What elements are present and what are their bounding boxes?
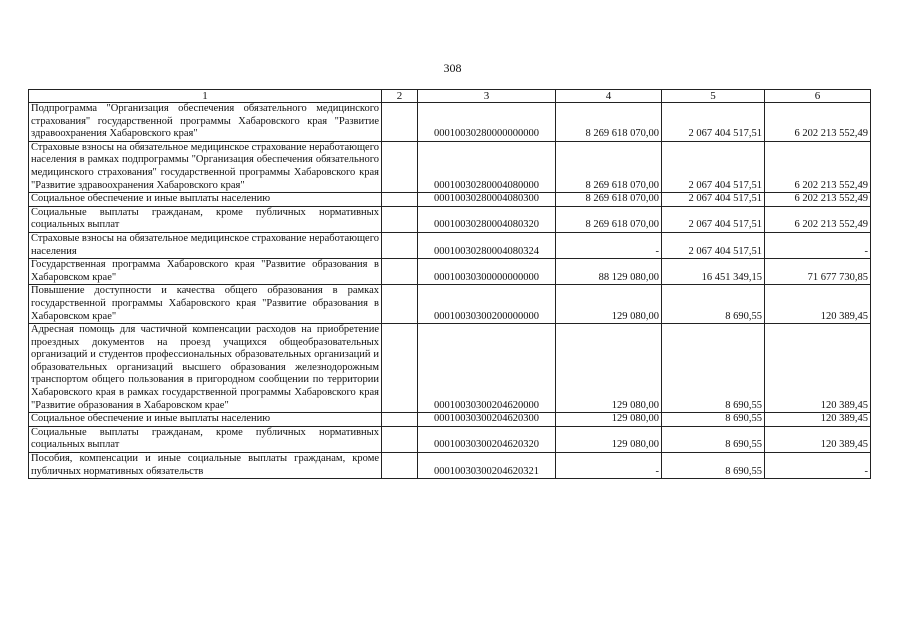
row-name: Государственная программа Хабаровского края "Развитие образования в Хабаровском крае" <box>29 259 382 285</box>
row-value-5: 8 690,55 <box>662 413 765 427</box>
table-row <box>29 426 871 452</box>
row-code: 00010030280004080300 <box>418 193 556 207</box>
row-name: Страховые взносы на обязательное медицинское страхование неработающего населения в рамках подпрограммы "Организация обеспечения обязательного медицинского страхования" государственной программы Хабаровского края "Развитие здравоохранения Хабаровского края" <box>29 141 382 192</box>
row-value-4: 8 269 618 070,00 <box>556 103 662 142</box>
column-header-3: 3 <box>418 90 556 103</box>
row-name: Социальные выплаты гражданам, кроме публичных нормативных социальных выплат <box>29 206 382 232</box>
row-value-4: 129 080,00 <box>556 324 662 413</box>
row-name: Социальное обеспечение и иные выплаты населению <box>29 193 382 207</box>
row-value-4: - <box>556 232 662 258</box>
column-header-1: 1 <box>29 90 382 103</box>
row-value-6: - <box>765 232 871 258</box>
table-row <box>29 103 871 142</box>
column-header-5: 5 <box>662 90 765 103</box>
row-value-6: 6 202 213 552,49 <box>765 103 871 142</box>
row-col2 <box>382 206 418 232</box>
row-value-4: 129 080,00 <box>556 285 662 324</box>
row-value-6: 71 677 730,85 <box>765 259 871 285</box>
row-name: Социальное обеспечение и иные выплаты населению <box>29 413 382 427</box>
row-col2 <box>382 426 418 452</box>
row-code: 00010030300000000000 <box>418 259 556 285</box>
row-value-6: 120 389,45 <box>765 324 871 413</box>
row-code: 00010030280004080320 <box>418 206 556 232</box>
row-code: 00010030280000000000 <box>418 103 556 142</box>
table-row <box>29 413 871 427</box>
row-code: 00010030300200000000 <box>418 285 556 324</box>
row-value-4: 8 269 618 070,00 <box>556 193 662 207</box>
row-value-5: 8 690,55 <box>662 426 765 452</box>
row-code: 00010030300204620300 <box>418 413 556 427</box>
row-value-6: 120 389,45 <box>765 426 871 452</box>
row-code: 00010030300204620320 <box>418 426 556 452</box>
row-col2 <box>382 285 418 324</box>
column-header-6: 6 <box>765 90 871 103</box>
row-value-5: 2 067 404 517,51 <box>662 103 765 142</box>
row-value-4: 88 129 080,00 <box>556 259 662 285</box>
table-row <box>29 453 871 479</box>
row-name: Подпрограмма "Организация обеспечения обязательного медицинского страхования" государственной программы Хабаровского края "Развитие здравоохранения Хабаровского края" <box>29 103 382 142</box>
row-code: 00010030280004080000 <box>418 141 556 192</box>
page-number: 308 <box>443 61 462 75</box>
table-row <box>29 206 871 232</box>
table-row <box>29 324 871 413</box>
row-value-5: 8 690,55 <box>662 324 765 413</box>
row-name: Пособия, компенсации и иные социальные выплаты гражданам, кроме публичных нормативных обязательств <box>29 453 382 479</box>
row-name: Адресная помощь для частичной компенсации расходов на приобретение проездных документов на проезд учащихся общеобразовательных организаций и студентов профессиональных образовательных организаций и образовательных организаций высшего образования железнодорожным транспортом общего пользования в пригородном сообщении по территории Хабаровского края в рамках государственной программы Хабаровского края "Развитие образования в Хабаровском крае" <box>29 324 382 413</box>
row-value-5: 8 690,55 <box>662 453 765 479</box>
row-value-6: 6 202 213 552,49 <box>765 193 871 207</box>
column-header-4: 4 <box>556 90 662 103</box>
row-value-6: 6 202 213 552,49 <box>765 141 871 192</box>
column-header-2: 2 <box>382 90 418 103</box>
row-value-6: 120 389,45 <box>765 285 871 324</box>
table-row <box>29 259 871 285</box>
row-value-6: - <box>765 453 871 479</box>
row-value-6: 120 389,45 <box>765 413 871 427</box>
row-col2 <box>382 103 418 142</box>
row-value-4: 8 269 618 070,00 <box>556 141 662 192</box>
budget-table <box>28 89 871 479</box>
row-value-5: 2 067 404 517,51 <box>662 206 765 232</box>
row-col2 <box>382 324 418 413</box>
row-code: 00010030300204620000 <box>418 324 556 413</box>
row-code: 00010030300204620321 <box>418 453 556 479</box>
table-row <box>29 193 871 207</box>
row-value-5: 8 690,55 <box>662 285 765 324</box>
row-col2 <box>382 413 418 427</box>
row-value-4: 129 080,00 <box>556 413 662 427</box>
table-row <box>29 232 871 258</box>
row-value-5: 16 451 349,15 <box>662 259 765 285</box>
row-value-5: 2 067 404 517,51 <box>662 232 765 258</box>
row-value-5: 2 067 404 517,51 <box>662 193 765 207</box>
row-code: 00010030280004080324 <box>418 232 556 258</box>
header-row <box>29 90 871 103</box>
row-value-6: 6 202 213 552,49 <box>765 206 871 232</box>
row-name: Социальные выплаты гражданам, кроме публичных нормативных социальных выплат <box>29 426 382 452</box>
row-col2 <box>382 232 418 258</box>
row-value-4: - <box>556 453 662 479</box>
row-col2 <box>382 453 418 479</box>
row-name: Страховые взносы на обязательное медицинское страхование неработающего населения <box>29 232 382 258</box>
row-value-4: 129 080,00 <box>556 426 662 452</box>
row-name: Повышение доступности и качества общего образования в рамках государственной программы Хабаровского края "Развитие образования в Хабаровском крае" <box>29 285 382 324</box>
row-value-4: 8 269 618 070,00 <box>556 206 662 232</box>
table-row <box>29 285 871 324</box>
row-value-5: 2 067 404 517,51 <box>662 141 765 192</box>
row-col2 <box>382 259 418 285</box>
table-row <box>29 141 871 192</box>
row-col2 <box>382 141 418 192</box>
row-col2 <box>382 193 418 207</box>
